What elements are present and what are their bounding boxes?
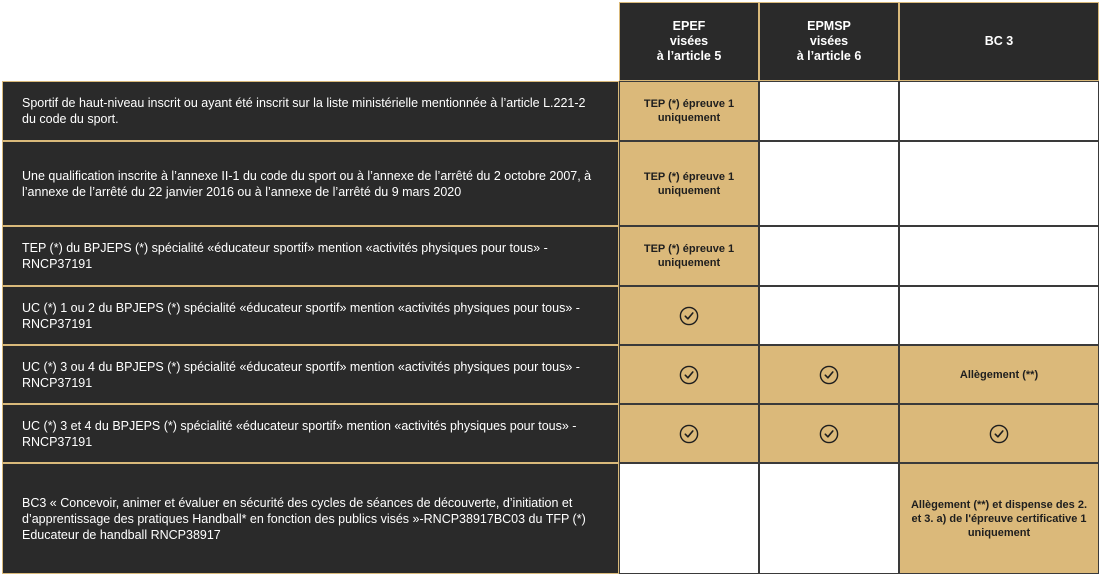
row-label-text: UC (*) 3 ou 4 du BPJEPS (*) spécialité «éducateur sportif» mention «activités physiques pour tous» - RNCP37191 (22, 359, 580, 390)
check-cell (619, 404, 759, 463)
check-cell (759, 345, 899, 404)
check-cell (899, 404, 1099, 463)
column-header: EPEF visées à l’article 5 (619, 2, 759, 81)
empty-cell (759, 81, 899, 141)
check-circle-icon (679, 365, 699, 385)
row-label (2, 81, 619, 141)
empty-cell (759, 286, 899, 345)
value-cell (619, 141, 759, 226)
row-label-text: UC (*) 3 et 4 du BPJEPS (*) spécialité «éducateur sportif» mention «activités physiques pour tous» - RNCP37191 (22, 418, 577, 449)
row-label (2, 404, 619, 463)
check-circle-icon (819, 424, 839, 444)
value-cell (899, 345, 1099, 404)
value-cell (619, 226, 759, 286)
empty-cell (899, 226, 1099, 286)
value-cell (619, 81, 759, 141)
row-label (2, 226, 619, 286)
check-cell (619, 286, 759, 345)
empty-cell (759, 141, 899, 226)
cell-text: Allègement (**) (959, 368, 1039, 381)
row-label-text: UC (*) 1 ou 2 du BPJEPS (*) spécialité «éducateur sportif» mention «activités physiques pour tous» - RNCP37191 (22, 300, 580, 331)
check-circle-icon (679, 306, 699, 326)
cell-text: TEP (*) épreuve 1 uniquement (643, 243, 735, 269)
row-label (2, 286, 619, 345)
cell-text: Allègement (**) et dispense des 2. et 3. a) de l'épreuve certificative 1 uniquement (910, 498, 1088, 539)
row-label (2, 141, 619, 226)
row-label-text: BC3 « Concevoir, animer et évaluer en sécurité des cycles de séances de découverte, d’initiation et d’apprentissage des pratiques Handball* en fonction des publics visés »-RNCP38917BC03 du TFP (*) Educateur de handball RNCP38917 (22, 495, 586, 542)
check-circle-icon (679, 424, 699, 444)
column-header: EPMSP visées à l’article 6 (759, 2, 899, 81)
empty-cell (759, 226, 899, 286)
row-label-text: TEP (*) du BPJEPS (*) spécialité «éducateur sportif» mention «activités physiques pour tous» - RNCP37191 (22, 241, 548, 271)
cell-text: TEP (*) épreuve 1 uniquement (643, 170, 735, 197)
empty-cell (899, 286, 1099, 345)
check-circle-icon (989, 424, 1009, 444)
cell-text: TEP (*) épreuve 1 uniquement (643, 98, 735, 124)
row-label (2, 463, 619, 574)
empty-cell (619, 463, 759, 574)
check-circle-icon (819, 365, 839, 385)
column-header: BC 3 (899, 2, 1099, 81)
check-cell (619, 345, 759, 404)
empty-cell (759, 463, 899, 574)
check-cell (759, 404, 899, 463)
row-label-text: Sportif de haut-niveau inscrit ou ayant été inscrit sur la liste ministérielle mentionnée à l’article L.221-2 du code du sport. (22, 96, 586, 126)
row-label (2, 345, 619, 404)
empty-cell (899, 141, 1099, 226)
value-cell (899, 463, 1099, 574)
row-label-text: Une qualification inscrite à l’annexe II-1 du code du sport ou à l’annexe de l’arrêté du 2 octobre 2007, à l’annexe de l’arrêté du 22 janvier 2016 ou à l’annexe de l’arrêté du 9 mars 2020 (22, 168, 592, 199)
empty-cell (899, 81, 1099, 141)
